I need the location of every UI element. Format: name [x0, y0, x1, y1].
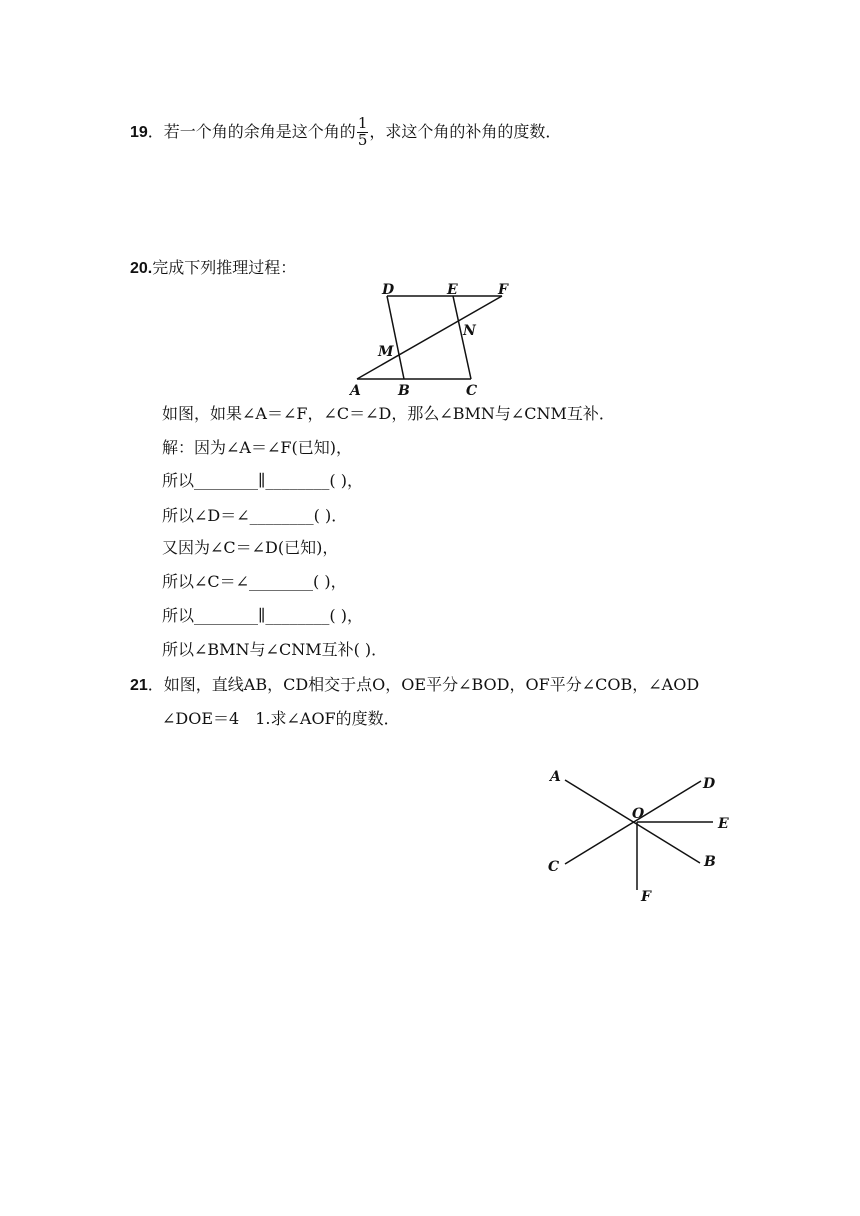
reasoning-line: 所以________∥________( )，: [162, 471, 363, 490]
question-text-before: ．若一个角的余角是这个角的: [147, 121, 356, 141]
label-O: O: [632, 806, 645, 822]
reasoning-line: 解：因为∠A＝∠F(已知)，: [162, 438, 352, 457]
question-20-title: [130, 260, 296, 277]
label-E: E: [718, 816, 729, 832]
label-N: N: [463, 323, 476, 339]
label-C: C: [548, 859, 560, 875]
fraction: [357, 116, 369, 149]
label-B: B: [398, 383, 410, 399]
reasoning-line: 又因为∠C＝∠D(已知)，: [162, 538, 339, 557]
question-number: 20.: [130, 260, 153, 277]
label-D: D: [703, 776, 716, 792]
reasoning-line: 所以∠C＝∠________( )，: [162, 572, 347, 591]
label-A: A: [350, 383, 361, 399]
fraction-numerator: 1: [357, 114, 368, 132]
question-number: 19: [130, 123, 148, 141]
line-AF: [357, 296, 502, 379]
label-E: E: [447, 282, 458, 298]
fraction-denominator: 5: [357, 130, 368, 149]
label-B: B: [704, 854, 716, 870]
question-title: 完成下列推理过程：: [152, 258, 297, 277]
label-C: C: [466, 383, 478, 399]
label-F: F: [641, 889, 651, 905]
line-DB: [387, 296, 404, 379]
reasoning-line: 如图，如果∠A＝∠F，∠C＝∠D，那么∠BMN与∠CNM互补．: [162, 404, 615, 423]
reasoning-line: 所以________∥________( )，: [162, 606, 363, 625]
question-21-line2: ∠DOE＝4 1.求∠AOF的度数．: [162, 709, 400, 728]
reasoning-line: 所以∠BMN与∠CNM互补( )．: [162, 640, 388, 659]
question-19: [130, 116, 561, 149]
label-F: F: [498, 282, 508, 298]
label-D: D: [382, 282, 395, 298]
figure-parallelogram: [340, 278, 540, 400]
question-21: [130, 677, 699, 694]
question-text-after: ，求这个角的补角的度数．: [369, 121, 562, 141]
question-text-line1: ．如图，直线AB，CD相交于点O，OE平分∠BOD，OF平分∠COB，∠AOD: [147, 675, 700, 694]
label-A: A: [550, 769, 561, 785]
figure-intersecting-lines: [540, 760, 740, 910]
reasoning-line: 所以∠D＝∠________( )．: [162, 506, 348, 525]
label-M: M: [378, 344, 394, 360]
question-number: 21: [130, 677, 148, 694]
